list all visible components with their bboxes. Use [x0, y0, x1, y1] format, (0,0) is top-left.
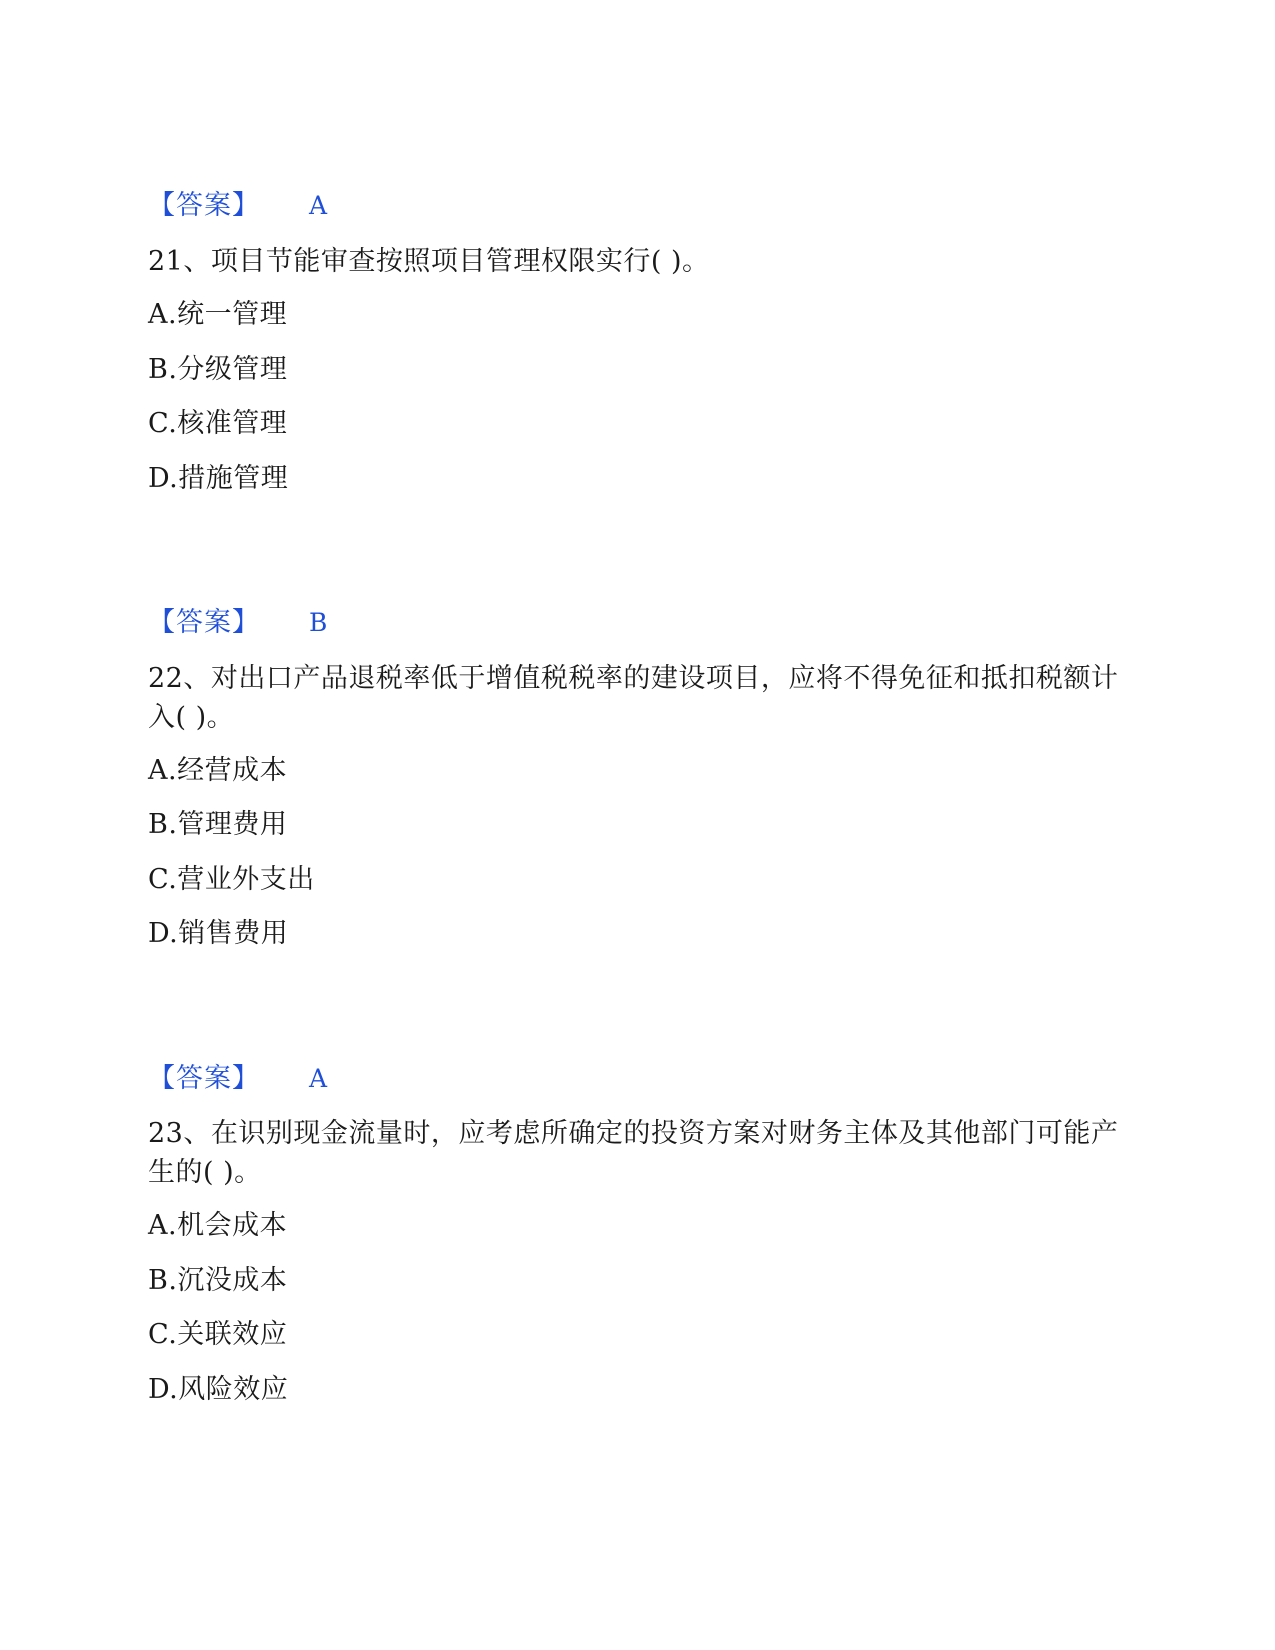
- answer-value: A: [309, 191, 328, 220]
- answer-label: 【答案】: [148, 607, 260, 638]
- question-23-option-c: C.关联效应: [148, 1319, 288, 1350]
- question-23: 23、在识别现金流量时，应考虑所确定的投资方案对财务主体及其他部门可能产生的( )。: [148, 1118, 1119, 1188]
- answer-line-21: [148, 603, 328, 643]
- question-22-option-a: A.经营成本: [148, 755, 288, 786]
- question-21: 21、项目节能审查按照项目管理权限实行( )。: [148, 246, 710, 277]
- question-23-option-d: D.风险效应: [148, 1374, 289, 1405]
- question-23-option-a: A.机会成本: [148, 1210, 288, 1241]
- question-22-option-c: C.营业外支出: [148, 864, 315, 895]
- answer-label: 【答案】: [148, 1063, 260, 1094]
- answer-label: 【答案】: [148, 190, 260, 221]
- question-21-option-b: B.分级管理: [148, 354, 288, 385]
- answer-value: A: [309, 1064, 328, 1093]
- answer-line-20: [148, 186, 328, 226]
- question-21-option-c: C.核准管理: [148, 408, 288, 439]
- answer-line-22: [148, 1059, 328, 1099]
- question-23-option-b: B.沉没成本: [148, 1265, 288, 1296]
- question-21-option-d: D.措施管理: [148, 463, 289, 494]
- question-22: 22、对出口产品退税率低于增值税税率的建设项目，应将不得免征和抵扣税额计入( )。: [148, 663, 1119, 733]
- question-22-option-d: D.销售费用: [148, 918, 289, 949]
- question-21-option-a: A.统一管理: [148, 299, 288, 330]
- answer-value: B: [309, 608, 328, 637]
- question-22-option-b: B.管理费用: [148, 809, 288, 840]
